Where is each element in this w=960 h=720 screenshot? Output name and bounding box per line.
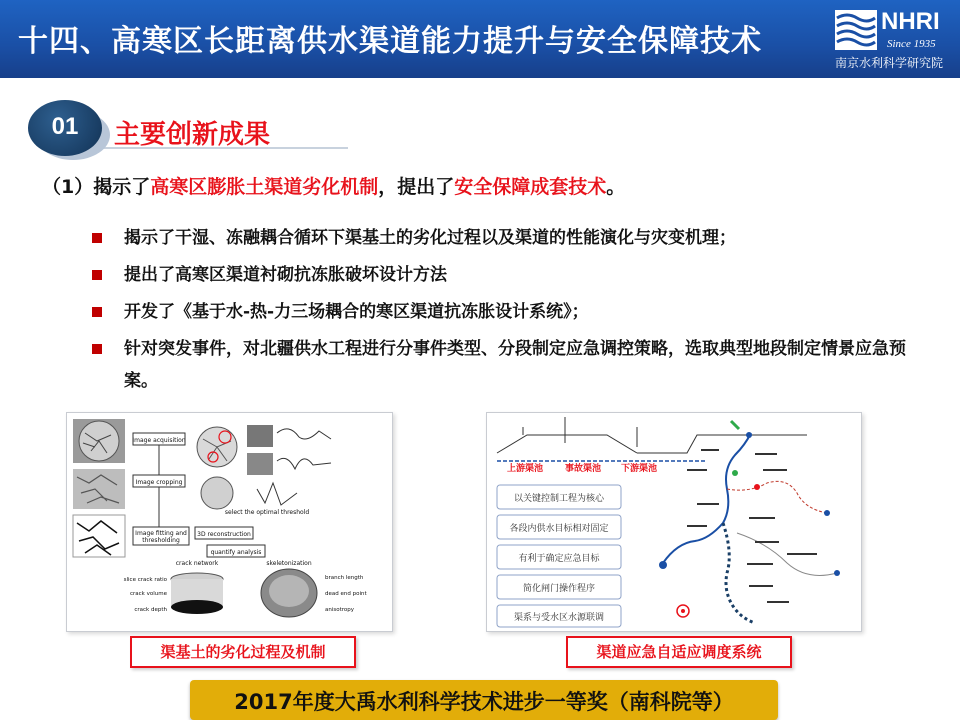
dispatch-step-text: 有利于确定应急目标 bbox=[518, 554, 600, 564]
bullet-square-icon bbox=[92, 307, 102, 317]
list-item-text: 揭示了干湿、冻融耦合循环下渠基土的劣化过程以及渠道的性能演化与灾变机理； bbox=[124, 228, 736, 248]
logo-abbreviation: NHRI bbox=[881, 8, 940, 35]
label-crack-depth: crack depth bbox=[134, 607, 167, 613]
dispatch-step-text: 简化闸门操作程序 bbox=[522, 584, 596, 594]
list-item bbox=[92, 259, 932, 291]
label-accident-pool: 事故渠池 bbox=[565, 464, 602, 474]
dispatch-step-text: 各段内供水目标相对固定 bbox=[509, 524, 609, 534]
list-item-text: 开发了《基于水-热-力三场耦合的寒区渠道抗冻胀设计系统》； bbox=[124, 302, 589, 322]
summary-highlight-mechanism: 高寒区膨胀土渠道劣化机制 bbox=[150, 176, 379, 198]
logo-institute-name: 南京水利科学研究院 bbox=[835, 56, 944, 70]
label-slice-crack-ratio: slice crack ratio bbox=[123, 577, 167, 583]
right-figure-caption: 渠道应急自适应调度系统 bbox=[566, 636, 792, 668]
binary-crack-image bbox=[73, 515, 125, 557]
header-bar bbox=[0, 0, 960, 78]
page-title: 十四、高寒区长距离供水渠道能力提升与安全保障技术 bbox=[18, 24, 762, 59]
summary-line bbox=[42, 172, 625, 199]
map-node bbox=[754, 484, 760, 490]
crack-cylinder-base bbox=[171, 600, 223, 614]
dispatch-steps bbox=[497, 485, 621, 627]
wave-logo-icon bbox=[835, 10, 877, 50]
map-node bbox=[659, 561, 667, 569]
intensity-curve bbox=[277, 429, 331, 439]
dispatch-step-text: 渠系与受水区水源联调 bbox=[513, 613, 605, 623]
label-upstream-pool: 上游渠池 bbox=[507, 464, 544, 474]
label-branch-length: branch length bbox=[325, 575, 364, 581]
award-banner bbox=[190, 680, 778, 720]
list-item bbox=[92, 333, 932, 397]
label-crack-network: crack network bbox=[175, 560, 219, 567]
label-image-cropping: Image cropping bbox=[135, 479, 183, 486]
label-quantify-analysis: quantify analysis bbox=[210, 549, 262, 556]
summary-suffix: 。 bbox=[606, 176, 626, 198]
section-title: 主要创新成果 bbox=[114, 120, 271, 150]
emergency-dispatch-figure bbox=[486, 412, 862, 632]
emergency-dispatch-diagram bbox=[487, 413, 861, 631]
summary-prefix: （1）揭示了 bbox=[42, 176, 151, 198]
channel-outline bbox=[497, 435, 637, 453]
left-figure-caption: 渠基土的劣化过程及机制 bbox=[130, 636, 356, 668]
map-node bbox=[834, 570, 840, 576]
dispatch-step-text: 以关键控制工程为核心 bbox=[513, 494, 605, 504]
map-node bbox=[732, 470, 738, 476]
bullet-square-icon bbox=[92, 344, 102, 354]
crack-analysis-diagram bbox=[67, 413, 392, 631]
section-number-badge bbox=[28, 100, 102, 156]
canal-route-branch bbox=[727, 481, 827, 513]
crack-analysis-figure bbox=[66, 412, 393, 632]
bullet-square-icon bbox=[92, 233, 102, 243]
map-node bbox=[746, 432, 752, 438]
achievement-list bbox=[92, 222, 932, 402]
label-anisotropy: anisotropy bbox=[325, 607, 355, 613]
list-item bbox=[92, 296, 932, 328]
label-skeletonization: skeletonization bbox=[266, 560, 312, 567]
intensity-curve bbox=[277, 458, 331, 469]
summary-highlight-technology: 安全保障成套技术 bbox=[454, 176, 607, 198]
bullet-square-icon bbox=[92, 270, 102, 280]
label-crack-volume: crack volume bbox=[130, 591, 167, 597]
label-thresholding: thresholding bbox=[142, 537, 180, 544]
threshold-sample-image bbox=[201, 477, 233, 509]
list-item-text: 针对突发事件，对北疆供水工程进行分事件类型、分段制定应急调控策略，选取典型地段制定情景应急预案。 bbox=[124, 339, 906, 391]
zoom-image bbox=[247, 425, 273, 447]
label-3d-reconstruction: 3D reconstruction bbox=[197, 531, 251, 538]
list-item-text: 提出了高寒区渠道衬砌抗冻胀破坏设计方法 bbox=[124, 265, 447, 285]
section-number: 01 bbox=[51, 113, 79, 140]
nhri-logo bbox=[833, 6, 951, 72]
section-heading bbox=[28, 100, 388, 156]
summary-middle: ，提出了 bbox=[378, 176, 455, 198]
list-item bbox=[92, 222, 932, 254]
zoom-image bbox=[247, 453, 273, 475]
map-node bbox=[824, 510, 830, 516]
logo-since: Since 1935 bbox=[887, 38, 936, 50]
award-text: 2017年度大禹水利科学技术进步一等奖（南科院等） bbox=[234, 690, 734, 714]
label-downstream-pool: 下游渠池 bbox=[621, 464, 658, 474]
label-image-fitting: Image fitting and bbox=[135, 530, 187, 537]
label-image-acquisition: Image acquisition bbox=[132, 437, 186, 444]
label-dead-end-point: dead end point bbox=[325, 591, 367, 597]
label-optimal-threshold: select the optimal threshold bbox=[224, 509, 310, 516]
threshold-curve bbox=[257, 483, 297, 505]
